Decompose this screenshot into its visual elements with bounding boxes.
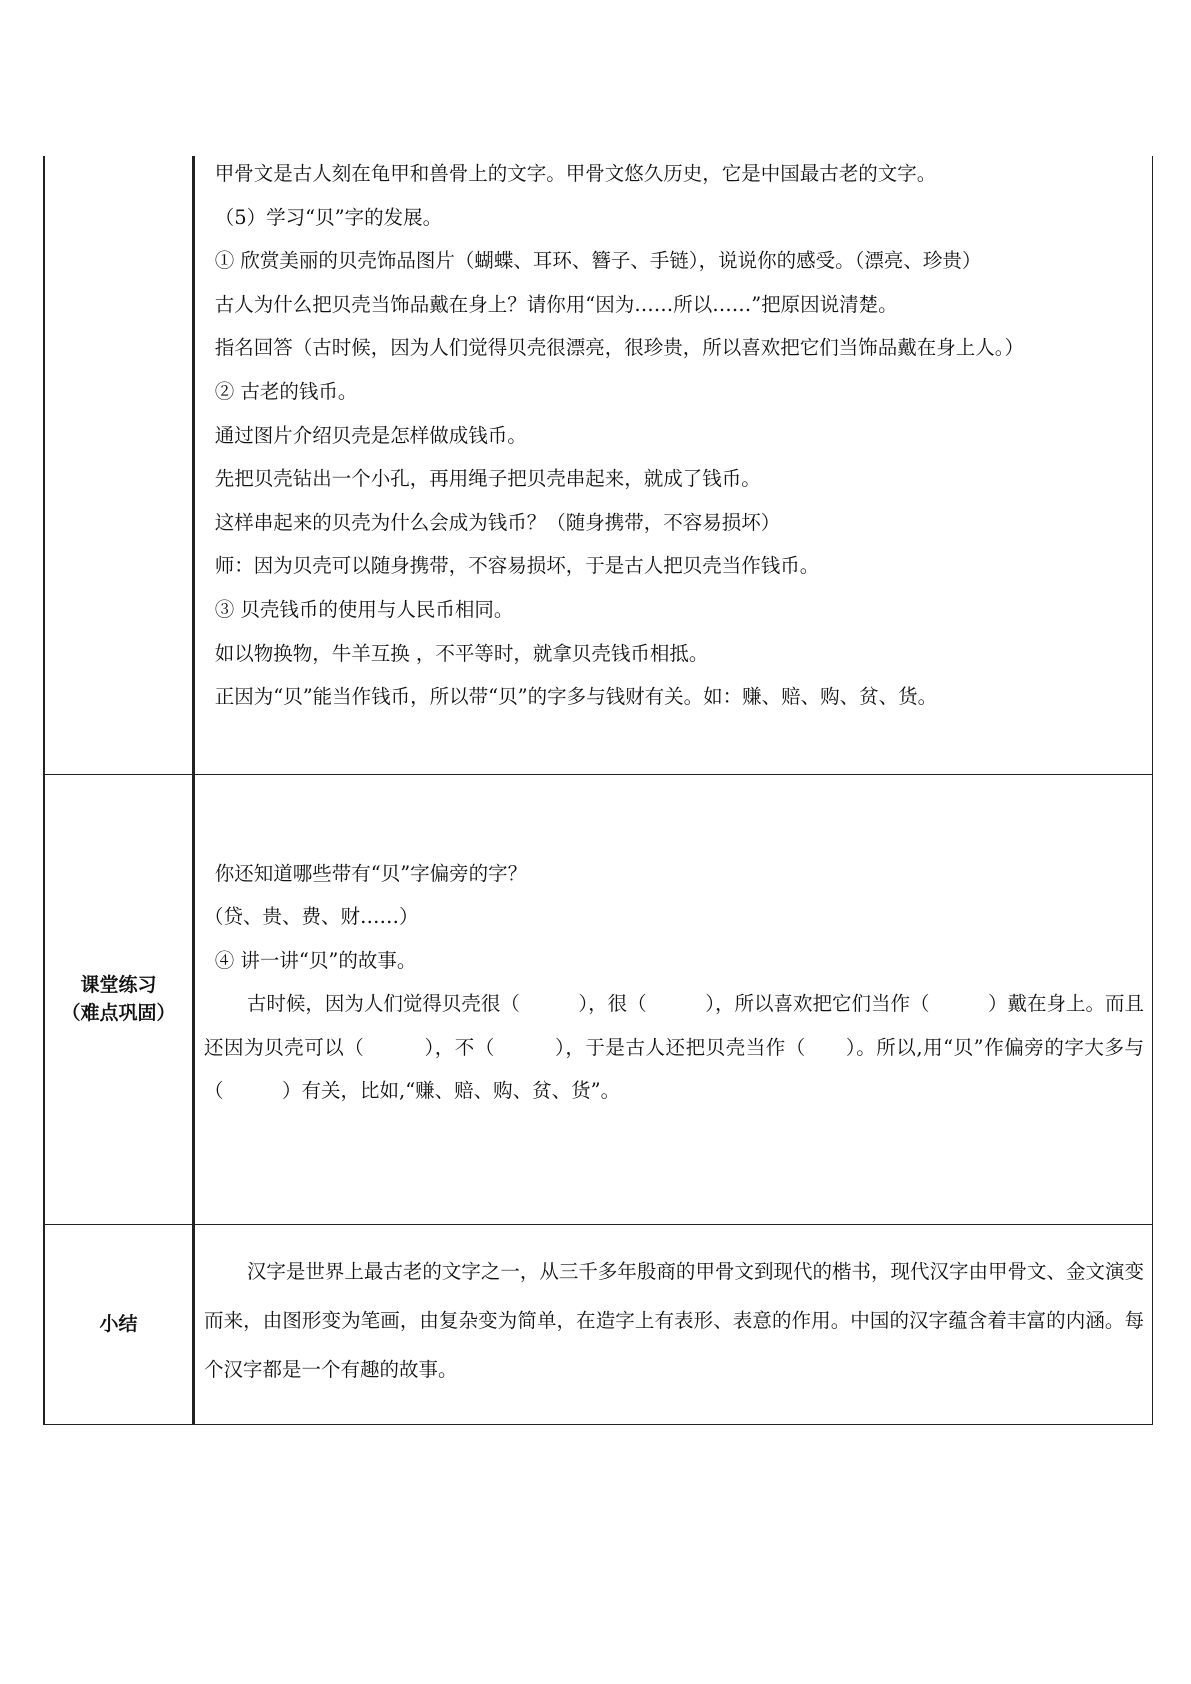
lesson-paragraph: 甲骨文是古人刻在龟甲和兽骨上的文字。甲骨文悠久历史，它是中国最古老的文字。 [214,162,937,185]
lesson-paragraph: 正因为“贝”能当作钱币，所以带“贝”的字多与钱财有关。如：赚、赔、购、贫、货。 [214,685,938,709]
lesson-paragraph: ③ 贝壳钱币的使用与人民币相同。 [214,597,514,621]
lesson-paragraph: 古人为什么把贝壳当饰品戴在身上？请你用“因为……所以……”把原因说清楚。 [214,292,898,316]
practice-paragraph: （贷、贵、费、财……） [204,905,419,929]
lesson-row [44,156,1153,774]
fill-in-story-paragraph: 古时候，因为人们觉得贝壳很（ ），很（ ），所以喜欢把它们当作（ ）戴在身上。而且还因为贝壳可以（ ），不（ ），于是古人还把贝壳当作（ ）。所以,用“贝”作偏旁的字大多与（ ）有关，比如,“赚、赔、购、贫、货”。 [204,992,1144,1103]
lesson-paragraph: 先把贝壳钻出一个小孔，再用绳子把贝壳串起来，就成了钱币。 [214,467,761,491]
summary-content-cell [194,1224,1153,1424]
practice-content [195,775,1152,1114]
lesson-row-content-cell [194,156,1153,774]
lesson-row-label-cell [44,156,194,774]
summary-paragraph: 汉字是世界上最古老的文字之一，从三千多年殷商的甲骨文到现代的楷书，现代汉字由甲骨文、金文演变而来，由图形变为笔画，由复杂变为简单，在造字上有表形、表意的作用。中国的汉字蕴含着丰富的内涵。每个汉字都是一个有趣的故事。 [204,1259,1144,1381]
lesson-paragraph: ② 古老的钱币。 [214,379,358,403]
practice-label-cell [44,774,194,1224]
practice-paragraph: ④ 讲一讲“贝”的故事。 [214,948,417,972]
summary-content [195,1225,1152,1394]
lesson-content [195,152,1152,719]
lesson-paragraph: （5）学习“贝”字的发展。 [214,205,443,229]
lesson-paragraph: 指名回答（古时候，因为人们觉得贝壳很漂亮，很珍贵，所以喜欢把它们当饰品戴在身上人。） [214,336,1024,360]
lesson-paragraph: 这样串起来的贝壳为什么会成为钱币？（随身携带，不容易损坏） [214,510,781,534]
practice-sublabel: （难点巩固） [61,1002,176,1024]
practice-label: 课堂练习 [80,974,157,996]
summary-label: 小结 [99,1313,138,1335]
lesson-paragraph: ① 欣赏美丽的贝壳饰品图片（蝴蝶、耳环、簪子、手链），说说你的感受。（漂亮、珍贵） [214,249,982,273]
practice-content-cell [194,774,1153,1224]
lesson-paragraph: 师：因为贝壳可以随身携带，不容易损坏，于是古人把贝壳当作钱币。 [214,554,820,578]
lesson-paragraph: 通过图片介绍贝壳是怎样做成钱币。 [214,423,527,447]
summary-row [44,1224,1153,1424]
lesson-paragraph: 如以物换物，牛羊互换 ，不平等时，就拿贝壳钱币相抵。 [214,641,709,665]
lesson-plan-table [43,156,1153,1425]
practice-row [44,774,1153,1224]
practice-paragraph: 你还知道哪些带有“贝”字偏旁的字？ [214,861,528,885]
summary-label-cell [44,1224,194,1424]
